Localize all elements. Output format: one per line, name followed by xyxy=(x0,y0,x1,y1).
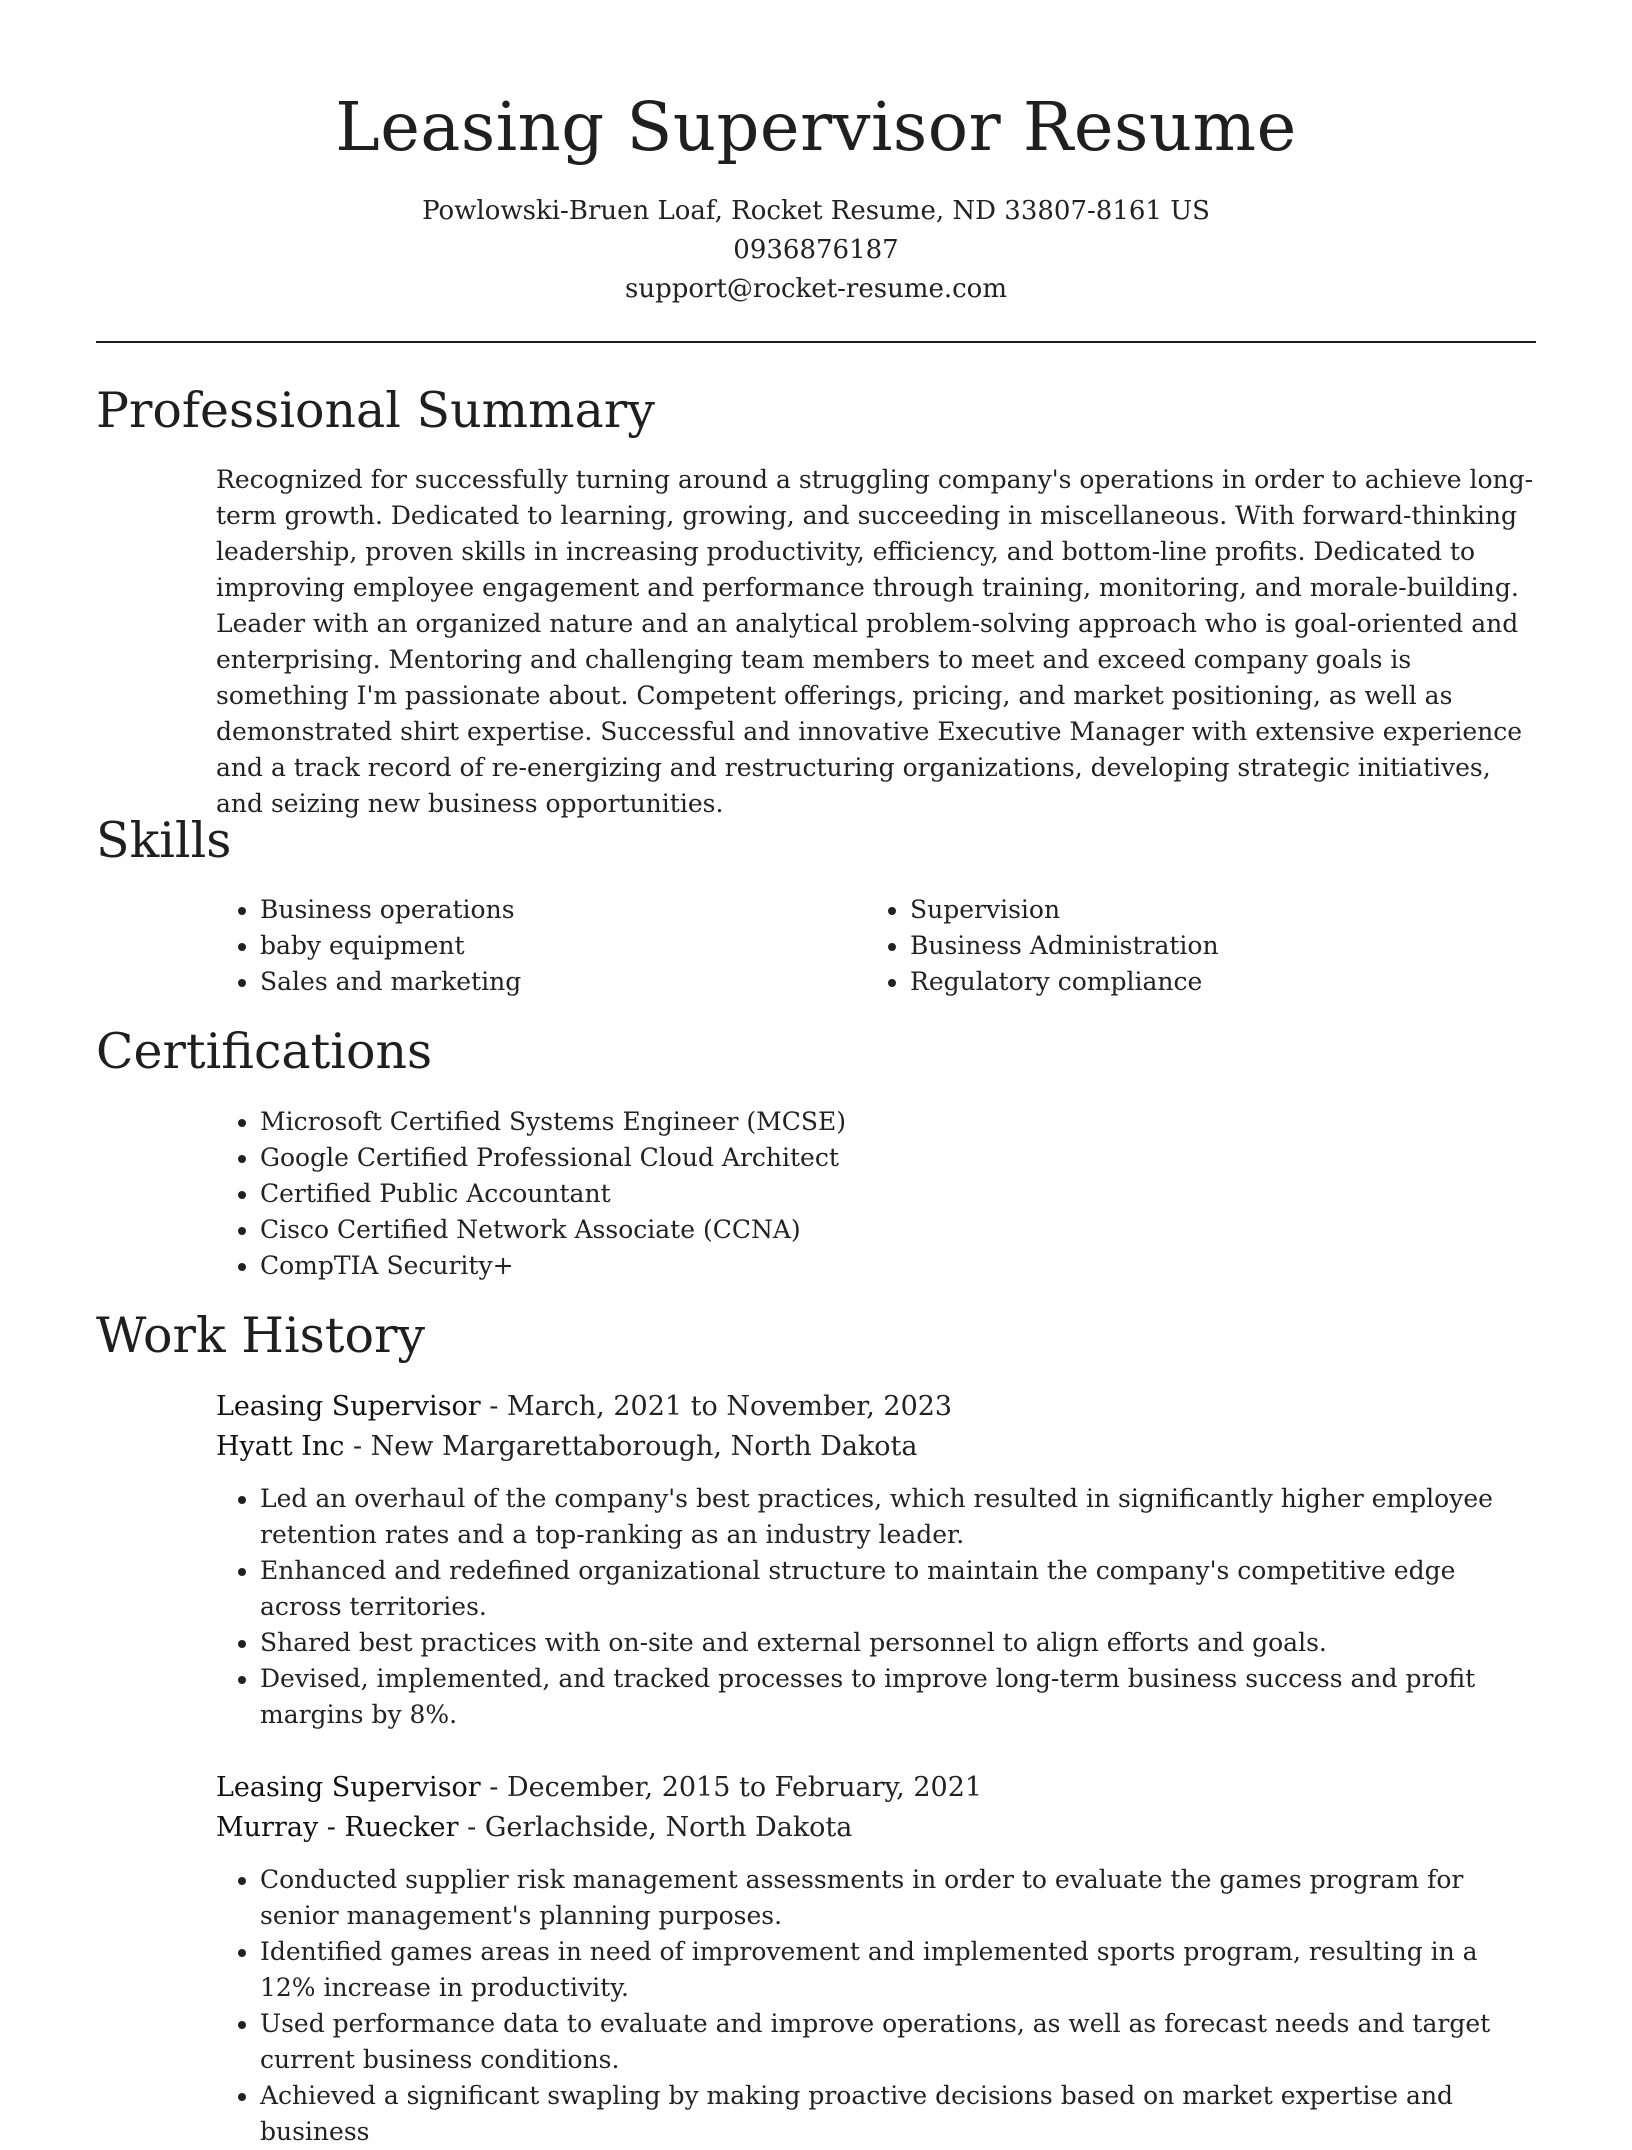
job-company-line xyxy=(216,1808,1536,1848)
header-divider xyxy=(96,341,1536,343)
job-title-line xyxy=(216,1387,1536,1427)
job-bullet: • Devised, implemented, and tracked processes to improve long-term business success and profit margins by 8%. xyxy=(260,1661,1536,1733)
skill-item: • Business Administration xyxy=(910,928,1506,964)
contact-email: support@rocket-resume.com xyxy=(624,274,1007,304)
job-company: Hyatt Inc xyxy=(216,1431,345,1462)
skills-column-left xyxy=(216,892,816,1000)
certification-item: • Cisco Certified Network Associate (CCNA) xyxy=(260,1212,1536,1248)
resume-header xyxy=(0,0,1632,309)
job-location: - New Margarettaborough, North Dakota xyxy=(344,1431,918,1462)
skills-column-right xyxy=(866,892,1506,1000)
skill-item: • baby equipment xyxy=(260,928,816,964)
skill-item: • Business operations xyxy=(260,892,816,928)
job-bullet: • Enhanced and redefined organizational structure to maintain the company's competitive edge across territories. xyxy=(260,1553,1536,1625)
job-bullet: • Used performance data to evaluate and improve operations, as well as forecast needs and target current business conditions. xyxy=(260,2006,1536,2078)
job-bullet: • Identified games areas in need of improvement and implemented sports program, resulting in a 12% increase in productivity. xyxy=(260,1934,1536,2006)
job-company: Murray - Ruecker xyxy=(216,1812,459,1843)
job-title: Leasing Supervisor xyxy=(216,1391,481,1422)
skill-item: • Regulatory compliance xyxy=(910,964,1506,1000)
skill-item: • Supervision xyxy=(910,892,1506,928)
job-dates: - March, 2021 to November, 2023 xyxy=(480,1391,953,1422)
job-location: - Gerlachside, North Dakota xyxy=(458,1812,853,1843)
skills-list-right xyxy=(866,892,1506,1000)
certifications-block xyxy=(216,1104,1536,1284)
job-dates: - December, 2015 to February, 2021 xyxy=(480,1772,983,1803)
job-bullets xyxy=(216,1862,1536,2150)
certification-item: • Certified Public Accountant xyxy=(260,1176,1536,1212)
job-bullet: • Conducted supplier risk management assessments in order to evaluate the games program for senior management's planning purposes. xyxy=(260,1862,1536,1934)
job-title: Leasing Supervisor xyxy=(216,1772,481,1803)
job-entry xyxy=(216,1768,1536,2150)
skills-heading: Skills xyxy=(96,812,232,869)
certifications-heading: Certifications xyxy=(96,1023,433,1080)
skills-list-left xyxy=(216,892,816,1000)
job-title-line xyxy=(216,1768,1536,1808)
work-history-heading: Work History xyxy=(96,1307,426,1364)
certifications-list xyxy=(216,1104,1536,1284)
contact-phone: 0936876187 xyxy=(733,235,899,265)
certification-item: • Microsoft Certified Systems Engineer (MCSE) xyxy=(260,1104,1536,1140)
job-company-line xyxy=(216,1427,1536,1467)
job-bullet: • Shared best practices with on-site and external personnel to align efforts and goals. xyxy=(260,1625,1536,1661)
summary-heading: Professional Summary xyxy=(96,382,655,439)
job-bullets xyxy=(216,1481,1536,1733)
job-bullet: • Achieved a significant swapling by making proactive decisions based on market expertise and business xyxy=(260,2078,1536,2150)
skill-item: • Sales and marketing xyxy=(260,964,816,1000)
contact-address: Powlowski-Bruen Loaf, Rocket Resume, ND 33807-8161 US xyxy=(422,196,1210,226)
certification-item: • CompTIA Security+ xyxy=(260,1248,1536,1284)
summary-text: Recognized for successfully turning around a struggling company's operations in order to achieve long-term growth. Dedicated to learning, growing, and succeeding in miscellaneous. With forward-thinking leadership, proven skills in increasing productivity, efficiency, and bottom-line profits. Dedicated to improving employee engagement and performance through training, monitoring, and morale-building. Leader with an organized nature and an analytical problem-solving approach who is goal-oriented and enterprising. Mentoring and challenging team members to meet and exceed company goals is something I'm passionate about. Competent offerings, pricing, and market positioning, as well as demonstrated shirt expertise. Successful and innovative Executive Manager with extensive experience and a track record of re-energizing and restructuring organizations, developing strategic initiatives, and seizing new business opportunities. xyxy=(216,465,1534,818)
certification-item: • Google Certified Professional Cloud Architect xyxy=(260,1140,1536,1176)
job-entry xyxy=(216,1387,1536,1733)
contact-block xyxy=(0,192,1632,309)
job-bullet: • Led an overhaul of the company's best practices, which resulted in significantly higher employee retention rates and a top-ranking as an industry leader. xyxy=(260,1481,1536,1553)
page-title: Leasing Supervisor Resume xyxy=(335,88,1297,166)
